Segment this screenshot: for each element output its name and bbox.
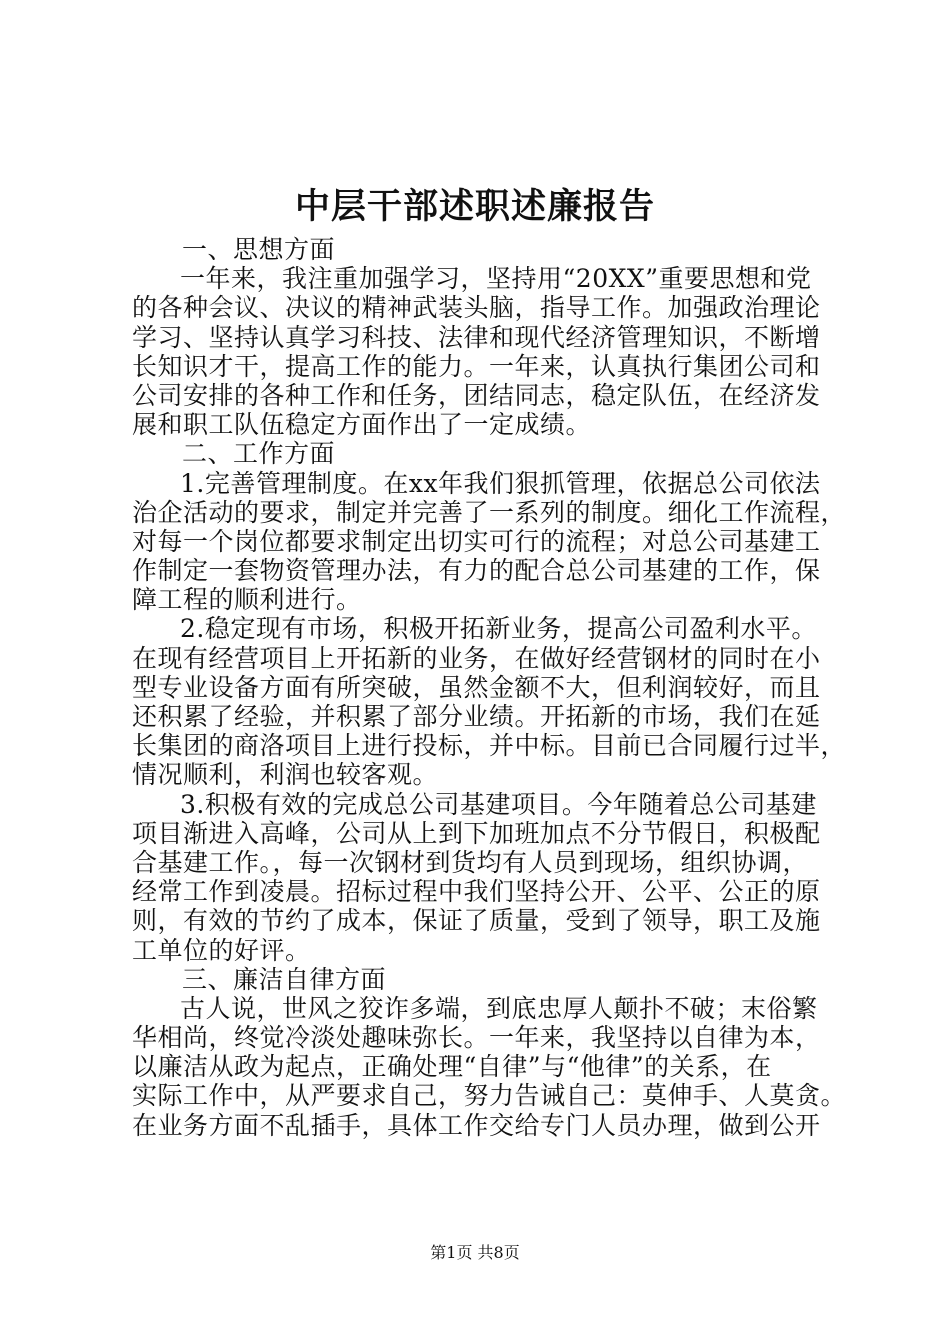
paragraph-line: 1.完善管理制度。在xx年我们狠抓管理，依据总公司依法 [180, 468, 821, 498]
paragraph-line: 型专业设备方面有所突破，虽然金额不大，但利润较好，而且 [132, 672, 821, 702]
paragraph-line: 以廉洁从政为起点，正确处理“自律”与“他律”的关系，在 [132, 1052, 772, 1082]
paragraph-line: 在现有经营项目上开拓新的业务，在做好经营钢材的同时在小 [132, 643, 821, 673]
paragraph-line: 在业务方面不乱插手，具体工作交给专门人员办理，做到公开 [132, 1110, 821, 1140]
paragraph-line: 3.积极有效的完成总公司基建项目。今年随着总公司基建 [180, 789, 817, 819]
page-footer: 第1页 共8页 [430, 1243, 520, 1262]
paragraph-line: 实际工作中，从严要求自己，努力告诫自己：莫伸手、人莫贪。 [132, 1081, 847, 1111]
paragraph-line: 作制定一套物资管理办法，有力的配合总公司基建的工作，保 [132, 556, 821, 586]
document-title: 中层干部述职述廉报告 [294, 186, 655, 227]
paragraph-line: 情况顺利，利润也较客观。 [132, 760, 439, 790]
paragraph-line: 一年来，我注重加强学习，坚持用“20XX”重要思想和党 [180, 264, 812, 294]
paragraph-line: 的各种会议、决议的精神武装头脑，指导工作。加强政治理论 [132, 293, 821, 323]
paragraph-line: 2.稳定现有市场，积极开拓新业务，提高公司盈利水平。 [180, 614, 817, 644]
paragraph-line: 则，有效的节约了成本，保证了质量，受到了领导，职工及施 [132, 906, 821, 936]
paragraph-line: 长集团的商洛项目上进行投标，并中标。目前已合同履行过半， [132, 731, 847, 761]
section-heading: 一、思想方面 [182, 235, 336, 264]
paragraph-line: 治企活动的要求，制定并完善了一系列的制度。细化工作流程， [132, 497, 847, 527]
paragraph-line: 障工程的顺利进行。 [132, 585, 362, 615]
paragraph-line: 工单位的好评。 [132, 935, 311, 965]
paragraph-line: 学习、坚持认真学习科技、法律和现代经济管理知识，不断增 [132, 322, 821, 352]
paragraph-line: 经常工作到凌晨。招标过程中我们坚持公开、公平、公正的原 [132, 877, 821, 907]
paragraph-line: 对每一个岗位都要求制定出切实可行的流程；对总公司基建工 [132, 526, 821, 556]
paragraph-line: 华相尚，终觉冷淡处趣味弥长。一年来，我坚持以自律为本， [132, 1023, 821, 1053]
paragraph-line: 展和职工队伍稳定方面作出了一定成绩。 [132, 410, 592, 440]
section-heading: 三、廉洁自律方面 [182, 964, 387, 994]
paragraph-line: 长知识才干，提高工作的能力。一年来，认真执行集团公司和 [132, 351, 821, 381]
section-heading: 二、工作方面 [182, 439, 336, 469]
paragraph-line: 还积累了经验，并积累了部分业绩。开拓新的市场，我们在延 [132, 702, 821, 731]
paragraph-line: 公司安排的各种工作和任务，团结同志，稳定队伍，在经济发 [132, 380, 821, 410]
paragraph-line: 项目渐进入高峰，公司从上到下加班加点不分节假日，积极配 [132, 818, 821, 848]
paragraph-line: 古人说，世风之狡诈多端，到底忠厚人颠扑不破；末俗繁 [180, 993, 818, 1023]
paragraph-line: 合基建工作。，每一次钢材到货均有人员到现场，组织协调， [132, 847, 809, 877]
document-body [132, 235, 847, 1140]
